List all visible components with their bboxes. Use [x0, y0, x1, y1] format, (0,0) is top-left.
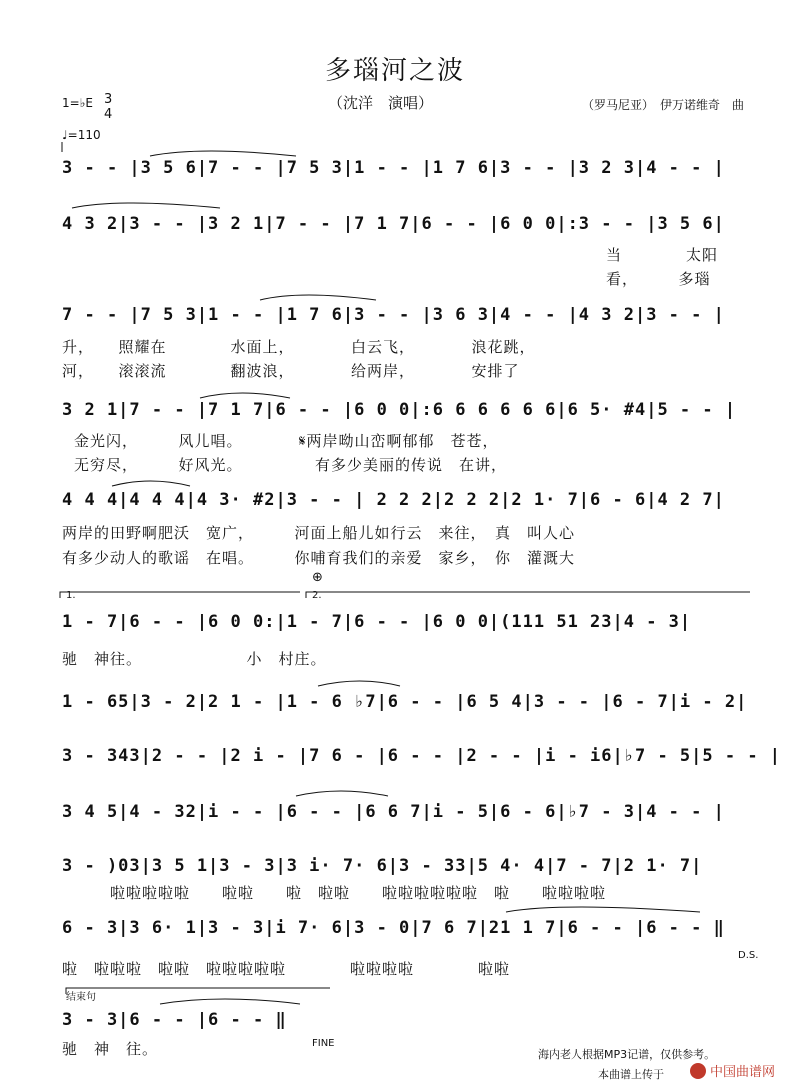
score-row-7-notes: 1 - 65|3 - 2|2 1 - |1 - 6 ♭7|6 - - |6 5 4|3 - - |6 - 7|i - 2|	[62, 692, 748, 712]
slur-row5-a	[112, 481, 190, 486]
score-row-2-lyric-2: 看， 多瑙	[606, 270, 711, 288]
score-row-9-notes: 3 4 5|4 - 32|i - - |6 - - |6 6 7|i - 5|6 - 6|♭7 - 3|4 - - |	[62, 802, 725, 822]
score-row-3-notes: 7 - - |7 5 3|1 - - |1 7 6|3 - - |3 6 3|4 - - |4 3 2|3 - - |	[62, 305, 725, 325]
score-row-3-lyric-2: 河， 滚滚流 翻波浪， 给两岸， 安排了	[62, 362, 520, 380]
score-row-2-notes: 4 3 2|3 - - |3 2 1|7 - - |7 1 7|6 - - |6 0 0|:3 - - |3 5 6|	[62, 214, 725, 234]
site-logo-graphic	[688, 1060, 778, 1082]
slur-row1-a	[150, 151, 296, 156]
score-row-3-lyric-1: 升， 照耀在 水面上， 白云飞， 浪花跳，	[62, 338, 536, 356]
score-row-12-lyric-1: 驰 神 往。	[62, 1040, 159, 1058]
slur-row7-a	[318, 681, 400, 686]
fine-marking: FINE	[312, 1038, 335, 1049]
score-row-4-notes: 3 2 1|7 - - |7 1 7|6 - - |6 0 0|:6 6 6 6 6 6|6 5· #4|5 - - |	[62, 400, 737, 420]
volta-1-label: 1.	[66, 590, 76, 601]
score-row-6-notes: 1 - 7|6 - - |6 0 0:|1 - 7|6 - - |6 0 0|(111 51 23|4 - 3|	[62, 612, 692, 632]
key-signature: 1=♭E	[62, 96, 93, 110]
time-signature-bottom: 4	[104, 107, 113, 122]
transcription-note: 海内老人根据MP3记谱，仅供参考。	[538, 1048, 716, 1061]
song-title: 多瑙河之波	[324, 56, 465, 86]
score-row-11-notes: 6 - 3|3 6· 1|3 - 3|i 7· 6|3 - 0|7 6 7|21 1 7|6 - - |6 - - ‖	[62, 918, 725, 938]
coda-sign: ⊕	[312, 570, 323, 585]
site-logo-text: 中国曲谱网	[710, 1065, 776, 1080]
dal-segno-marking: D.S.	[738, 950, 759, 961]
volta-1-bracket	[60, 592, 300, 598]
score-row-2-lyric-1: 当 太阳	[606, 246, 719, 264]
score-row-12-notes: 3 - 3|6 - - |6 - - ‖	[62, 1010, 287, 1030]
site-logo	[688, 1060, 778, 1082]
composer-credit: （罗马尼亚） 伊万诺维奇 曲	[582, 98, 745, 112]
tempo-marking: ♩=110	[62, 128, 101, 142]
slur-row11-a	[506, 907, 700, 912]
score-row-8-notes: 3 - 343|2 - - |2 i - |7 6 - |6 - - |2 - - |i - i6|♭7 - 5|5 - - |	[62, 746, 782, 766]
score-row-1-notes: 3 - - |3 5 6|7 - - |7 5 3|1 - - |1 7 6|3 - - |3 2 3|4 - - |	[62, 158, 725, 178]
slur-row2-a	[72, 203, 220, 208]
performer-credit: （沈洋 演唱）	[328, 94, 434, 112]
ending-section-label: 结束句	[66, 992, 96, 1003]
score-row-5-lyric-2: 有多少动人的歌谣 在唱。 你哺育我们的亲爱 家乡， 你 灌溉大	[62, 549, 576, 567]
score-row-5-notes: 4 4 4|4 4 4|4 3· #2|3 - - | 2 2 2|2 2 2|2 1· 7|6 - 6|4 2 7|	[62, 490, 725, 510]
slur-row3-a	[260, 295, 376, 300]
score-row-4-lyric-2: 无穷尽， 好风光。 有多少美丽的传说 在讲，	[74, 456, 508, 474]
ending-bracket	[66, 988, 330, 994]
score-row-6-lyric-1: 驰 神往。 小 村庄。	[62, 650, 327, 668]
score-row-10-notes: 3 - )03|3 5 1|3 - 3|3 i· 7· 6|3 - 33|5 4· 4|7 - 7|2 1· 7|	[62, 856, 703, 876]
score-row-5-lyric-1: 两岸的田野啊肥沃 宽广， 河面上船儿如行云 来往， 真 叫人心	[62, 524, 576, 542]
volta-2-bracket	[306, 592, 750, 598]
score-row-11-lyric-1: 啦 啦啦啦 啦啦 啦啦啦啦啦 啦啦啦啦 啦啦	[62, 960, 511, 978]
slur-row4-a	[200, 393, 290, 398]
score-row-4-lyric-1: 金光闪， 风儿唱。 𝄋两岸呦山峦啊郁郁 苍苍，	[74, 432, 499, 450]
volta-2-label: 2.	[312, 590, 322, 601]
time-signature-top: 3	[104, 92, 113, 107]
slur-row9-a	[296, 791, 388, 796]
upload-note: 本曲谱上传于	[598, 1068, 664, 1081]
slur-row12-a	[160, 999, 300, 1004]
score-row-10-lyric-1: 啦啦啦啦啦 啦啦 啦 啦啦 啦啦啦啦啦啦 啦 啦啦啦啦	[62, 884, 607, 902]
